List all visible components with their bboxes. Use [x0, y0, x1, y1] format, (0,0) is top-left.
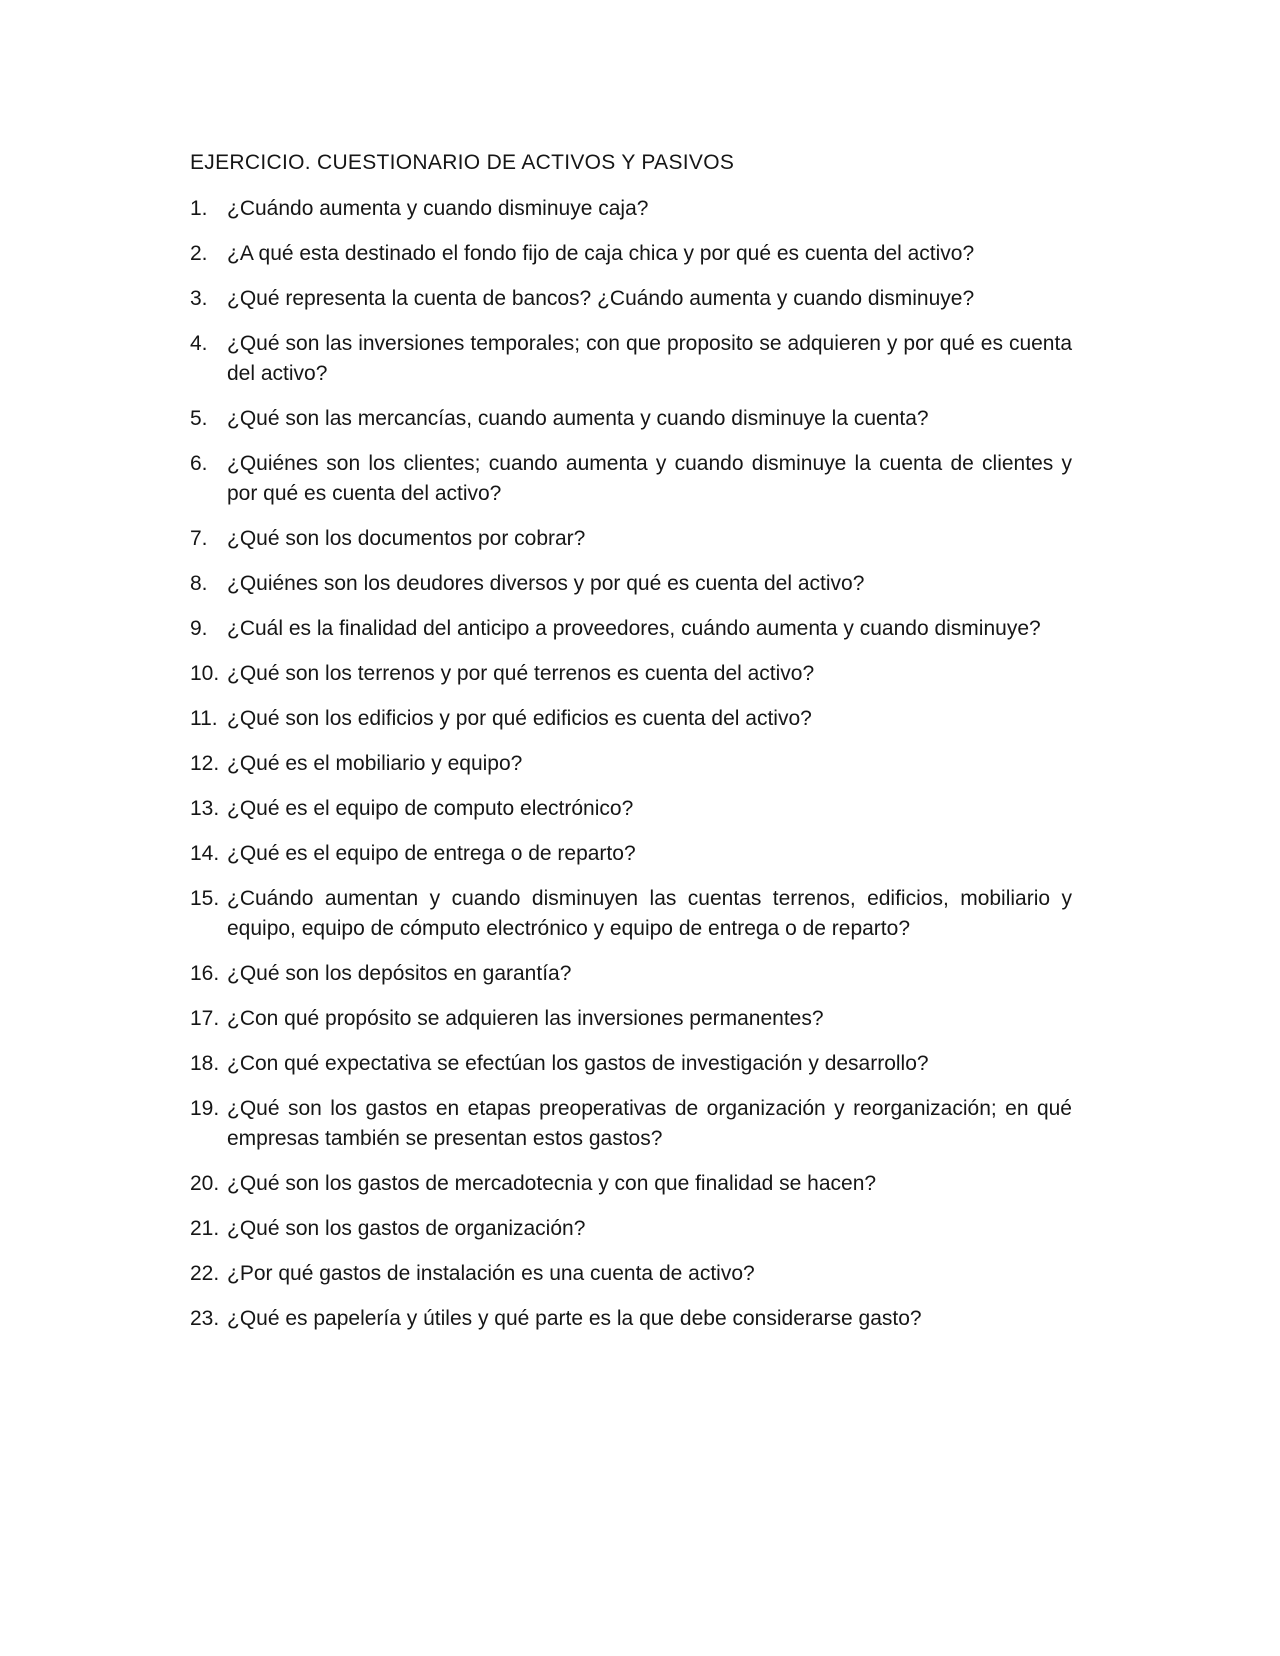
question-text: ¿Qué representa la cuenta de bancos? ¿Cuándo aumenta y cuando disminuye? [227, 287, 975, 310]
question-number: 20. [190, 1172, 220, 1195]
question-number: 9. [190, 617, 208, 640]
question-number: 23. [190, 1307, 220, 1330]
question-text: ¿A qué esta destinado el fondo fijo de caja chica y por qué es cuenta del activo? [227, 242, 975, 265]
question-item [190, 569, 1075, 599]
question-text: ¿Por qué gastos de instalación es una cuenta de activo? [227, 1262, 755, 1285]
question-number: 5. [190, 407, 208, 430]
question-number: 16. [190, 962, 220, 985]
question-text: ¿Con qué propósito se adquieren las inversiones permanentes? [227, 1007, 824, 1030]
question-item [190, 884, 1075, 944]
question-item [190, 1094, 1075, 1154]
question-number: 19. [190, 1097, 220, 1120]
question-number: 22. [190, 1262, 220, 1285]
question-item [190, 404, 1075, 434]
question-number: 10. [190, 662, 220, 685]
question-number: 6. [190, 452, 208, 475]
question-text: ¿Qué es el equipo de entrega o de reparto? [227, 842, 636, 865]
question-text: ¿Qué son las inversiones temporales; con que proposito se adquieren y por qué es cuenta del activo? [227, 332, 1072, 385]
question-item [190, 1169, 1075, 1199]
question-text: ¿Qué son los edificios y por qué edificios es cuenta del activo? [227, 707, 812, 730]
question-number: 15. [190, 887, 220, 910]
question-item [190, 614, 1075, 644]
question-number: 1. [190, 197, 208, 220]
question-text: ¿Qué son las mercancías, cuando aumenta y cuando disminuye la cuenta? [227, 407, 929, 430]
question-item [190, 194, 1075, 224]
question-text: ¿Qué son los gastos de organización? [227, 1217, 586, 1240]
question-number: 7. [190, 527, 208, 550]
question-item [190, 239, 1075, 269]
question-item [190, 959, 1075, 989]
question-item [190, 329, 1075, 389]
question-number: 18. [190, 1052, 220, 1075]
question-number: 11. [190, 707, 218, 730]
question-number: 21. [190, 1217, 220, 1240]
question-text: ¿Con qué expectativa se efectúan los gastos de investigación y desarrollo? [227, 1052, 929, 1075]
question-item [190, 449, 1075, 509]
question-number: 12. [190, 752, 220, 775]
question-item [190, 839, 1075, 869]
question-item [190, 1259, 1075, 1289]
question-item [190, 524, 1075, 554]
question-text: ¿Qué es papelería y útiles y qué parte es la que debe considerarse gasto? [227, 1307, 922, 1330]
question-text: ¿Qué es el equipo de computo electrónico? [227, 797, 634, 820]
question-number: 8. [190, 572, 208, 595]
question-number: 17. [190, 1007, 220, 1030]
question-text: ¿Qué son los gastos en etapas preoperativas de organización y reorganización; en qué empresas también se presentan estos gastos? [227, 1097, 1072, 1150]
question-number: 2. [190, 242, 208, 265]
question-number: 13. [190, 797, 220, 820]
question-text: ¿Qué son los gastos de mercadotecnia y con que finalidad se hacen? [227, 1172, 877, 1195]
question-text: ¿Cuál es la finalidad del anticipo a proveedores, cuándo aumenta y cuando disminuye? [227, 617, 1041, 640]
question-item [190, 284, 1075, 314]
question-number: 14. [190, 842, 220, 865]
question-item [190, 1304, 1075, 1334]
question-text: ¿Qué son los documentos por cobrar? [227, 527, 586, 550]
question-number: 3. [190, 287, 208, 310]
question-text: ¿Quiénes son los deudores diversos y por qué es cuenta del activo? [227, 572, 865, 595]
question-text: ¿Qué son los terrenos y por qué terrenos es cuenta del activo? [227, 662, 815, 685]
document-content [190, 148, 1075, 1349]
question-item [190, 1214, 1075, 1244]
question-text: ¿Cuándo aumentan y cuando disminuyen las cuentas terrenos, edificios, mobiliario y equipo, equipo de cómputo electrónico y equipo de entrega o de reparto? [227, 887, 1072, 940]
question-item [190, 659, 1075, 689]
question-text: ¿Cuándo aumenta y cuando disminuye caja? [227, 197, 649, 220]
document-title: EJERCICIO. CUESTIONARIO DE ACTIVOS Y PASIVOS [190, 151, 735, 174]
question-item [190, 1049, 1075, 1079]
question-text: ¿Qué son los depósitos en garantía? [227, 962, 572, 985]
question-text: ¿Qué es el mobiliario y equipo? [227, 752, 523, 775]
question-item [190, 794, 1075, 824]
question-item [190, 1004, 1075, 1034]
question-list [190, 194, 1075, 1334]
question-text: ¿Quiénes son los clientes; cuando aumenta y cuando disminuye la cuenta de clientes y por qué es cuenta del activo? [227, 452, 1072, 505]
question-number: 4. [190, 332, 208, 355]
question-item [190, 749, 1075, 779]
question-item [190, 704, 1075, 734]
